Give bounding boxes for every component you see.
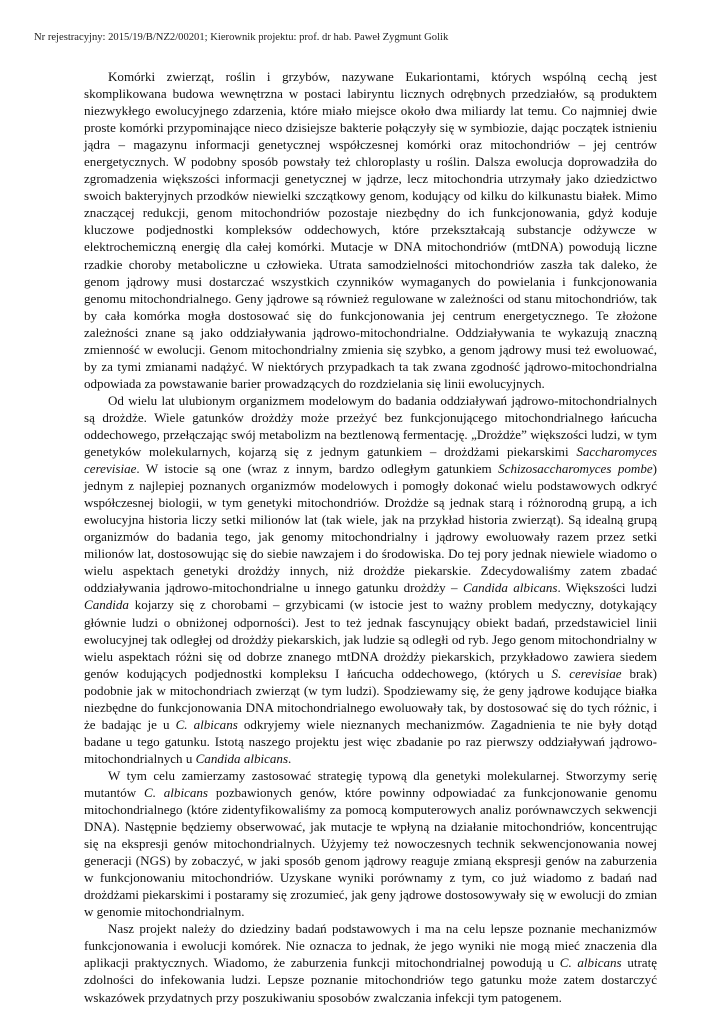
italic-term: Candida albicans [195, 750, 289, 766]
italic-term: C. albicans [175, 716, 238, 732]
text-run: . Większości ludzi [557, 580, 657, 596]
paragraph-1 [84, 68, 657, 392]
registration-header: Nr rejestracyjny: 2015/19/B/NZ2/00201; Kierownik projektu: prof. dr hab. Paweł Zygmunt Golik [34, 32, 449, 43]
italic-term: Candida albicans [462, 580, 558, 596]
text-run: W tym celu zamierzamy zastosować strategię typową dla genetyki molekularnej. Stworzymy serię mutantów [84, 767, 657, 800]
italic-term: Saccharomyces cerevisiae [84, 444, 657, 477]
text-run: odkryjemy wiele nieznanych mechanizmów. Zagadnienia te nie były dotąd badane u tego gatunku. Istotą naszego projektu jest więc zbadanie po raz pierwszy oddziaływań jądrowo-mitochondrialnych u [84, 716, 657, 766]
italic-term: Schizosaccharomyces pombe [498, 461, 653, 477]
italic-term: C. albicans [559, 955, 622, 971]
text-run: kojarzy się z chorobami – grzybicami (w istocie jest to ważny problem medyczny, dotykający głównie ludzi o obniżonej odporności). Jest to też jednak fascynujący obiekt badań, przedstawiciel linii ewolucyjnej tak odległej od drożdży piekarskich, jak ludzie są odległi od ryb. Jego genom mitochondrialny w wielu aspektach różni się od dobrze znanego mtDNA drożdży piekarskich, przykładowo zawiera siedem genów kodujących podjednostki kompleksu I łańcucha oddechowego, (których u [84, 597, 657, 681]
document-body [84, 68, 657, 1006]
italic-term: C. albicans [144, 784, 208, 800]
text-run: . W istocie są one (wraz z innym, bardzo odległym gatunkiem [136, 461, 499, 477]
paragraph-4 [84, 920, 657, 1005]
paragraph-3 [84, 767, 657, 920]
text-run: Od wielu lat ulubionym organizmem modelowym do badania oddziaływań jądrowo-mitochondrialnych są drożdże. Wiele gatunków drożdży może przeżyć bez funkcjonującego mitochondrialnego łańcucha oddechowego, przełączając swój metabolizm na beztlenową fermentację. „Drożdże” większości ludzi, w tym genetyków molekularnych, kojarzą się z jednym gatunkiem – drożdżami piekarskimi [84, 392, 657, 460]
text-run: pozbawionych genów, które powinny odpowiadać za funkcjonowanie genomu mitochondrialnego (które zidentyfikowaliśmy za pomocą komputerowych analiz porównawczych sekwencji DNA). Następnie będziemy obserwować, jak mutacje te wpłyną na działanie mitochondriów, koncentrując się na ekspresji genów mitochondrialnych. Użyjemy też nowoczesnych technik sekwencjonowania nowej generacji (NGS) by zobaczyć, w jaki sposób genom jądrowy reaguje zmianą ekspresji genów na zaburzenia w funkcjonowaniu mitochondriów. Uzyskane wyniki porównamy z tym, co już wiadomo z badań nad drożdżami piekarskimi i postaramy się zrozumieć, jak geny jądrowe dostosowywały się w ewolucji do zmian w genomie mitochondrialnym. [84, 784, 657, 920]
text-run: Nasz projekt należy do dziedziny badań podstawowych i ma na celu lepsze poznanie mechanizmów funkcjonowania i ewolucji komórek. Nie oznacza to jednak, że jego wyniki nie mogą mieć znaczenia dla aplikacji praktycznych. Wiadomo, że zaburzenia funkcji mitochondrialnej powodują u [84, 921, 657, 971]
text-run: . [288, 750, 292, 766]
italic-term: S. cerevisiae [551, 665, 622, 681]
italic-term: Candida [84, 597, 129, 613]
text-run: ) jednym z najlepiej poznanych organizmów modelowych i pomogły dokonać wielu podstawowych odkryć współczesnej biologii, w tym genetyki mitochondriów. Drożdże są jednak starą i różnorodną grupą, a ich ewolucyjna historia liczy setki milionów lat (tak wiele, jak na przykład historia zwierząt). Są idealną grupą organizmów do badania tego, jak genomy mitochondrialny i jądrowy ewoluowały razem przez setki milionów lat, dostosowując się do siebie nawzajem i do środowiska. Do tej pory jednak niewiele wiadomo o wielu aspektach genetyki drożdży innych, niż drożdże piekarskie. Zdecydowaliśmy zatem zbadać oddziaływania jądrowo-mitochondrialne u innego gatunku drożdży – [84, 461, 657, 596]
paragraph-2 [84, 392, 657, 767]
text-run: Komórki zwierząt, roślin i grzybów, nazywane Eukariontami, których wspólną cechą jest skomplikowana budowa wewnętrzna w postaci labiryntu licznych odrębnych przedziałów, są produktem niezwykłego ewolucyjnego zdarzenia, które miało miejsce około dwa miliardy lat temu. Co najmniej dwie proste komórki przypominające nieco dzisiejsze bakterie połączyły się w symbiozie, dając początek istnieniu jądra – magazynu informacji genetycznej współczesnej komórki oraz mitochondriów – jej centrów energetycznych. W podobny sposób powstały też chloroplasty u roślin. Dalsza ewolucja doprowadziła do zgromadzenia większości informacji genetycznej w jądrze, lecz mitochondria utrzymały jako dziedzictwo swoich bakteryjnych przodków niewielki szczątkowy genom, kodujący od kilku do kilkunastu białek. Mimo znaczącej redukcji, genom mitochondriów pozostaje niezbędny do ich funkcjonowania, gdyż koduje kluczowe podjednostki kompleksów oddechowych, które przekształcają substancje odżywcze w elektrochemiczną energię dla całej komórki. Mutacje w DNA mitochondriów (mtDNA) powodują liczne rzadkie choroby metaboliczne u człowieka. Utrata samodzielności mitochondriów zaszła tak daleko, że genom jądrowy musi dostarczać wszystkich czynników wymaganych do powielania i funkcjonowania genomu mitochondrialnego. Geny jądrowe są również regulowane w zależności od stanu mitochondriów, tak by cała komórka mogła dostosować się do funkcjonowania jej centrum energetycznego. Te złożone zależności znane są jako oddziaływania jądrowo-mitochondrialne. Oddziaływania te wykazują znaczną zmienność w ewolucji. Genom mitochondrialny zmienia się szybko, a genom jądrowy musi też ewoluować, by za tymi zmianami nadążyć. W niektórych przypadkach ta tak zwana zgodność jądrowo-mitochondrialna odpowiada za powstawanie barier prowadzących do rozdzielania się linii ewolucyjnych. [84, 69, 657, 391]
text-run: utratę zdolności do infekowania ludzi. Lepsze poznanie mitochondriów tego gatunku może zatem dostarczyć wskazówek przydatnych przy poszukiwaniu sposobów zwalczania infekcji tym patogenem. [84, 955, 658, 1005]
text-run: brak) podobnie jak w mitochondriach zwierząt (w tym ludzi). Spodziewamy się, że geny jądrowe kodujące białka niezbędne do funkcjonowania DNA mitochondrialnego ewoluowały tak, by dostosować się do tych różnic, i że badając je u [84, 665, 658, 732]
